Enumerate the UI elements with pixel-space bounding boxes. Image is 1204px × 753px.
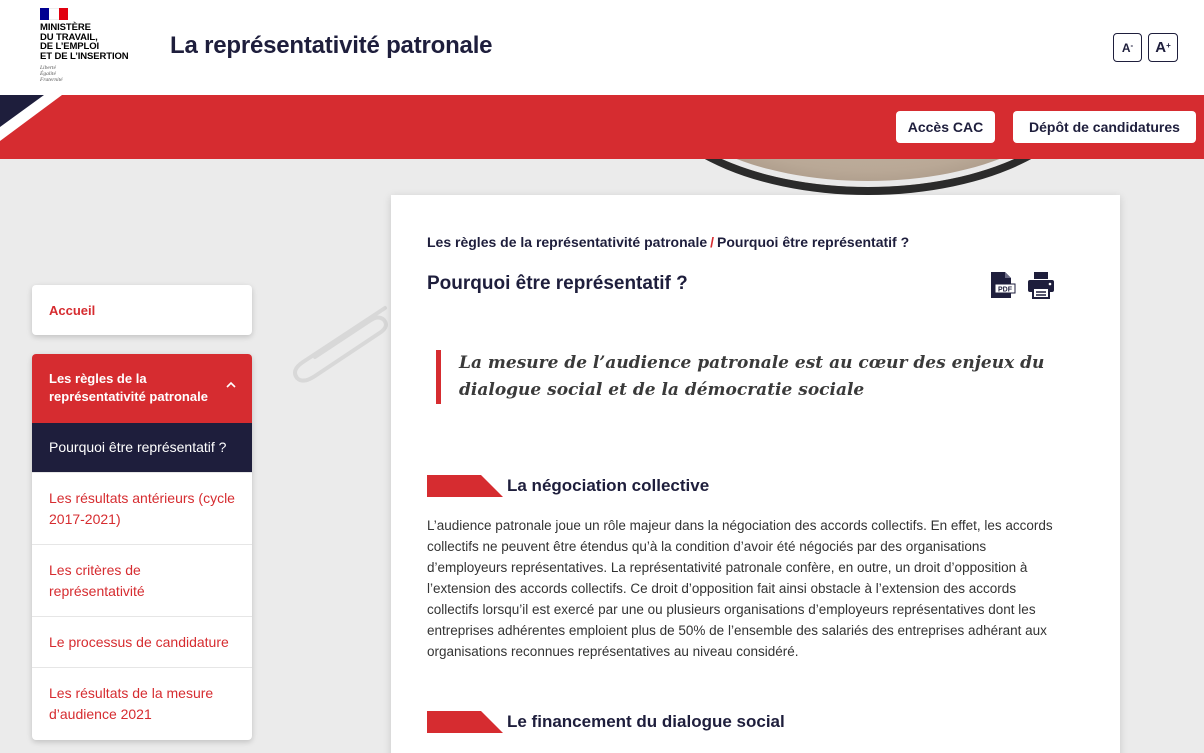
intro-quote: La mesure de l’audience patronale est au cœur des enjeux du dialogue social et de la démocratie sociale	[436, 350, 1076, 404]
site-title[interactable]: La représentativité patronale	[170, 32, 493, 59]
sidebar-group-label: Les règles de la représentativité patronale	[49, 371, 208, 404]
french-flag-icon	[40, 8, 68, 20]
sidebar-group-header[interactable]	[32, 354, 252, 423]
logo-ministry-text: MINISTÈRE DU TRAVAIL, DE L’EMPLOI ET DE L’INSERTION	[40, 22, 129, 62]
section-negociation-body: L’audience patronale joue un rôle majeur dans la négociation des accords collectifs. En effet, les accords collectifs ne peuvent être étendus qu’à la condition d’avoir été négociés par des organisations d’employeurs représentatives. La représentativité patronale confère, en outre, un droit d’opposition à l’extension des accords collectifs. Ce droit d’opposition fait ainsi obstacle à l’extension des accords collectifs lorsqu’il est exercé par une ou plusieurs organisations d’employeurs représentatives dont les entreprises adhérentes emploient plus de 50% de l’ensemble des salariés des entreprises adhérant aux organisations reconnues représentatives au niveau considéré.	[427, 518, 1053, 659]
background-paperclip-image	[285, 300, 395, 385]
breadcrumb-current: Pourquoi être représentatif ?	[717, 234, 910, 250]
chevron-up-icon	[226, 380, 236, 390]
sidebar-item-processus[interactable]: Le processus de candidature	[32, 617, 252, 668]
section-marker-icon	[427, 475, 503, 497]
sidebar-item-resultats-2021[interactable]: Les résultats de la mesure d’audience 2021	[49, 685, 214, 722]
background-cup-image	[645, 159, 1091, 195]
main-content-card	[391, 195, 1120, 753]
nav-band	[0, 95, 1204, 159]
section-marker-icon	[427, 711, 503, 733]
pdf-download-icon[interactable]	[988, 271, 1016, 299]
ministry-logo[interactable]	[40, 8, 150, 88]
pdf-icon-label: PDF	[998, 286, 1012, 294]
logo-motto-text: Liberté Égalité Fraternité	[40, 65, 63, 83]
section-financement-heading	[427, 711, 785, 733]
font-increase-button[interactable]: A +	[1148, 33, 1178, 62]
band-stripe-decoration	[0, 95, 70, 159]
sidebar-group-regles	[32, 354, 252, 740]
print-icon[interactable]	[1026, 270, 1056, 300]
page-title: Pourquoi être représentatif ?	[427, 273, 688, 294]
sidebar-item-resultats-anterieurs[interactable]: Les résultats antérieurs (cycle 2017-2021)	[32, 473, 252, 545]
breadcrumb	[427, 234, 909, 250]
font-decrease-button[interactable]: A -	[1113, 33, 1142, 62]
sidebar-item-criteres[interactable]: Les critères de représentativité	[32, 545, 252, 617]
site-header	[0, 0, 1204, 95]
section-negociation-heading	[427, 475, 709, 497]
sidebar-item-pourquoi[interactable]: Pourquoi être représentatif ?	[32, 423, 252, 473]
section-negociation-title: La négociation collective	[507, 476, 710, 495]
breadcrumb-separator: /	[710, 234, 715, 250]
section-financement-title: Le financement du dialogue social	[507, 712, 785, 731]
depot-candidatures-button[interactable]: Dépôt de candidatures	[1013, 111, 1196, 143]
acces-cac-button[interactable]: Accès CAC	[896, 111, 995, 143]
sidebar-item-accueil[interactable]: Accueil	[32, 285, 252, 335]
font-increase-label: A	[1155, 39, 1167, 56]
breadcrumb-parent-link[interactable]: Les règles de la représentativité patronale	[427, 234, 708, 250]
font-decrease-label: A	[1121, 40, 1131, 55]
